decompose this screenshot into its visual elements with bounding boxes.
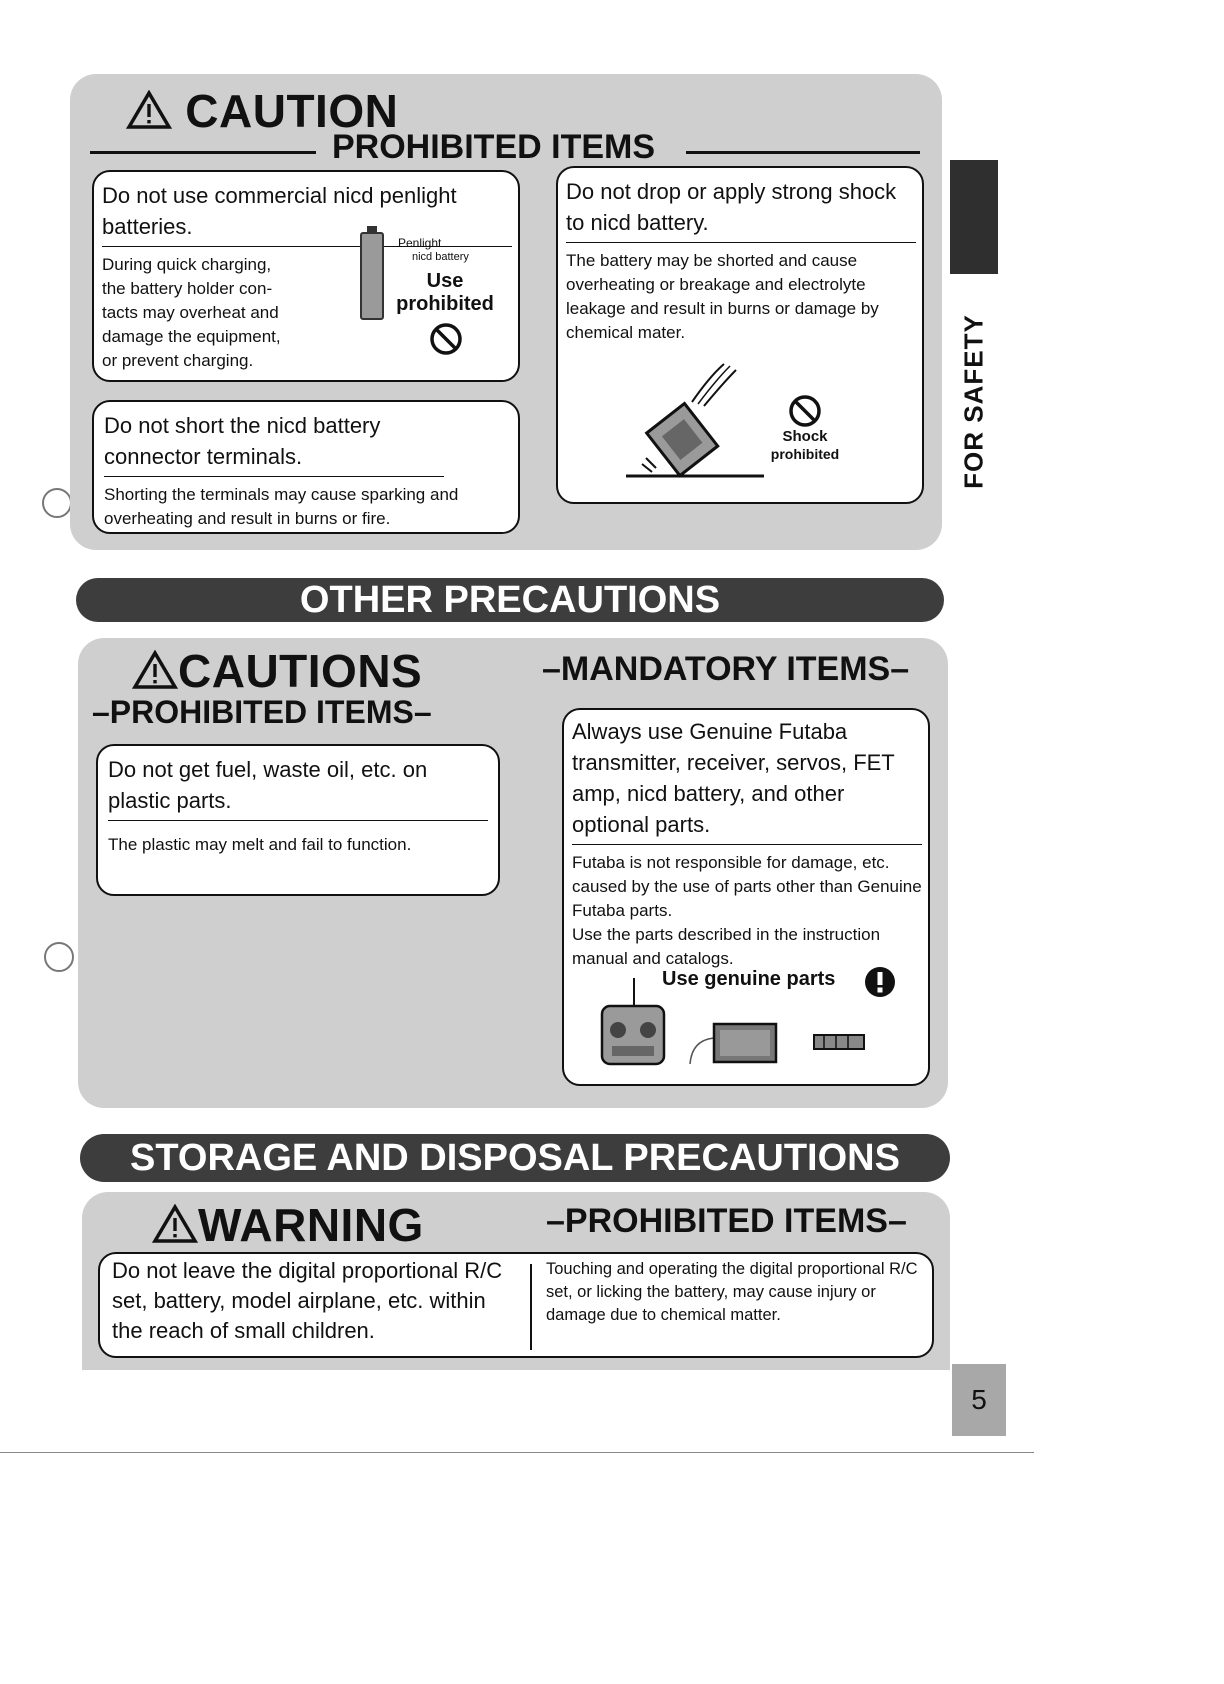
box-body: During quick charging, the battery holder con- tacts may overheat and damage the equipment, or prevent charging. (102, 255, 281, 370)
short-terminals-warning-box (92, 400, 520, 534)
binder-hole (44, 942, 74, 972)
prohibited-items-title: –PROHIBITED ITEMS– (546, 1202, 907, 1240)
use-prohibited-label: Use (426, 270, 464, 292)
penlight-battery-icon (360, 232, 384, 320)
caution-title: CAUTION (185, 85, 399, 137)
box-body: Futaba is not responsible for damage, etc. caused by the use of parts other than Genuine Futaba parts. Use the parts described in the instruction manual and catalogs. (572, 853, 922, 968)
page-number: 5 (952, 1364, 1006, 1436)
fuel-oil-warning-box (96, 744, 500, 896)
side-tab-label: FOR SAFETY (958, 314, 989, 489)
box-body: Shorting the terminals may cause sparking and overheating and result in burns or fire. (104, 485, 459, 528)
transmitter-icon (598, 976, 668, 1068)
bottom-rule (0, 1452, 1034, 1453)
shock-prohibited-label: Shock (782, 428, 828, 445)
warning-triangle-icon (132, 650, 178, 690)
storage-left-text: Do not leave the digital proportional R/C set, battery, model airplane, etc. within the reach of small children. (112, 1258, 503, 1343)
divider (90, 151, 316, 154)
use-prohibited-label: prohibited (396, 293, 494, 315)
use-genuine-parts-label: Use genuine parts (662, 968, 836, 990)
prohibited-items-title: PROHIBITED ITEMS (332, 128, 656, 166)
divider (686, 151, 920, 154)
side-tab-bar (950, 160, 998, 274)
mandatory-action-icon (864, 966, 896, 998)
prohibited-items-title: –PROHIBITED ITEMS– (92, 694, 432, 730)
cautions-heading (132, 644, 422, 698)
storage-right-text: Touching and operating the digital proportional R/C set, or licking the battery, may cause injury or damage due to chemical matter. (546, 1260, 918, 1324)
box-heading: Always use Genuine Futaba transmitter, receiver, servos, FET amp, nicd battery, and other optional parts. (572, 716, 922, 845)
servo-icon (812, 1032, 866, 1052)
box-body: The plastic may melt and fail to function. (108, 835, 412, 854)
warning-triangle-icon (152, 1204, 198, 1244)
warning-heading (152, 1198, 424, 1252)
figure-label: nicd battery (412, 251, 469, 263)
box-heading: Do not use commercial nicd penlight batteries. (102, 180, 512, 247)
shock-prohibited-label: prohibited (770, 446, 840, 462)
box-heading: Do not get fuel, waste oil, etc. on plastic parts. (108, 754, 488, 821)
battery-terminal (367, 226, 377, 234)
mandatory-items-title: –MANDATORY ITEMS– (542, 650, 910, 688)
figure-label: Penlight (398, 236, 442, 250)
box-heading: Do not short the nicd battery connector terminals. (104, 410, 444, 477)
box-body: The battery may be shorted and cause overheating or breakage and electrolyte leakage and result in burns or damage by chemical mater. (566, 251, 879, 342)
storage-divider (530, 1264, 532, 1350)
cautions-title: CAUTIONS (178, 645, 423, 697)
dropped-battery-icon (620, 356, 770, 484)
receiver-icon (686, 1016, 782, 1066)
warning-title: WARNING (198, 1199, 424, 1251)
box-heading: Do not drop or apply strong shock to nicd battery. (566, 176, 916, 243)
warning-triangle-icon (126, 90, 172, 130)
storage-banner: STORAGE AND DISPOSAL PRECAUTIONS (80, 1134, 950, 1182)
prohibited-icon (429, 322, 463, 356)
other-precautions-banner: OTHER PRECAUTIONS (76, 578, 944, 622)
prohibited-icon (788, 394, 822, 428)
binder-hole (42, 488, 72, 518)
